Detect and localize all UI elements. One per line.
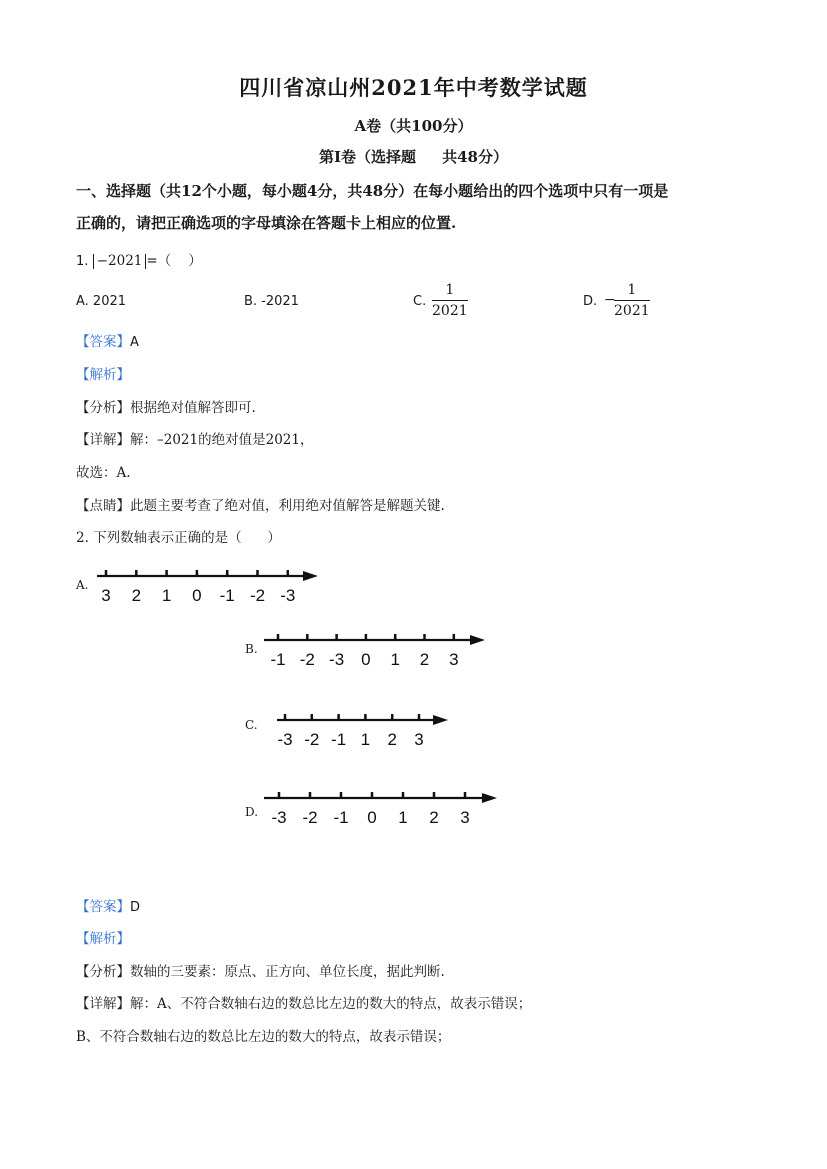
q2-option-c-tick-label: 3 (414, 730, 424, 749)
q1-answer-value: A (130, 335, 139, 350)
q1-option-d-numerator: 1 (614, 282, 650, 301)
q2-option-c-tick-label: -3 (277, 730, 293, 749)
q1-option-d-denominator: 2021 (614, 303, 650, 319)
q2-stem: 2. 下列数轴表示正确的是（ ） (76, 530, 281, 546)
q2-option-d-tick-label: -3 (271, 808, 287, 827)
q1-number: 1. (76, 254, 89, 269)
q2-xiangjie: 【详解】解：A、不符合数轴右边的数总比左边的数大的特点，故表示错误； (76, 996, 532, 1012)
q2-option-b-label: B. (245, 642, 258, 656)
q2-answer-tag: 【答案】 (76, 899, 130, 915)
q1-option-c-numerator: 1 (432, 282, 468, 301)
q2-option-d-arrow (482, 793, 497, 803)
q2-option-b-arrow (470, 635, 485, 645)
q2-option-d-tick-label: 2 (429, 808, 439, 827)
q2-option-a-tick-label: -2 (249, 586, 266, 605)
q2-option-c-label: C. (245, 718, 258, 732)
q2-option-d-tick-label: 0 (367, 808, 377, 827)
q2-option-c-tick-label: 1 (360, 730, 371, 749)
q2-option-a-tick-label: 0 (192, 586, 202, 605)
q2-option-d-axis (264, 792, 497, 827)
q2-option-a-tick-label: -3 (280, 586, 296, 605)
q1-absolute-expression: −2021 (93, 254, 147, 269)
q2-answer-value: D (130, 900, 141, 915)
q2-answer (76, 895, 140, 915)
q2-option-d-tick-label: 3 (460, 808, 470, 827)
q1-option-d-label: D. (583, 294, 598, 309)
q1-option-c-label: C. (413, 294, 427, 309)
q2-fenxi: 【分析】数轴的三要素：原点、正方向、单位长度，据此判断. (76, 964, 445, 980)
q2-option-c-arrow (433, 715, 448, 725)
paper-a-subtitle: A卷（共100分） (354, 117, 473, 135)
q2-option-c-tick-label: -2 (304, 730, 320, 749)
q2-option-a-tick-label: 3 (101, 586, 111, 605)
q2-option-b-tick-label: 2 (419, 650, 430, 669)
page-title: 四川省凉山州2021年中考数学试题 (239, 75, 588, 100)
q2-option-a-tick-label: 1 (161, 586, 172, 605)
q1-choice: 故选：A. (76, 465, 131, 481)
q2-option-b-tick-label: -3 (329, 650, 345, 669)
q2-option-d-tick-label: -1 (333, 808, 349, 827)
q2-option-b-tick-label: -2 (299, 650, 315, 669)
q2-option-a-tick-label: 2 (131, 586, 142, 605)
section-instruction-line2: 正确的，请把正确选项的字母填涂在答题卡上相应的位置. (76, 214, 457, 232)
q2-analysis-tag: 【解析】 (76, 931, 130, 947)
q1-option-c-denominator: 2021 (432, 303, 468, 319)
q1-stem-tail: =（ ） (146, 253, 202, 269)
q2-option-a-label: A. (76, 578, 89, 592)
q2-option-b-tick-label: 0 (361, 650, 371, 669)
q1-analysis-tag: 【解析】 (76, 367, 130, 383)
q1-xiangjie: 【详解】解：–2021的绝对值是2021， (76, 432, 314, 448)
q2-option-b-tick-label: -1 (270, 650, 286, 669)
q2-option-a-arrow (303, 571, 318, 581)
q1-option-b: B. -2021 (244, 294, 299, 309)
q1-option-a: A. 2021 (76, 294, 127, 309)
part-one-subtitle: 第I卷（选择题 共48分） (318, 148, 508, 166)
section-instruction-line1: 一、选择题（共12个小题，每小题4分，共48分）在每小题给出的四个选项中只有一项是 (76, 182, 669, 200)
q1-fenxi: 【分析】根据绝对值解答即可. (76, 400, 256, 416)
q2-option-c-tick-label: -1 (331, 730, 347, 749)
q2-option-c-axis (277, 714, 448, 749)
q2-option-d-tick-label: 1 (398, 808, 408, 827)
q1-dianjing: 【点睛】此题主要考查了绝对值，利用绝对值解答是解题关键. (76, 498, 445, 514)
q2-option-d-tick-label: -2 (302, 808, 318, 827)
q2-option-d-label: D. (245, 805, 259, 819)
q2-option-b-tick-label: 1 (390, 650, 400, 669)
q2-b-explanation: B、不符合数轴右边的数总比左边的数大的特点，故表示错误； (76, 1029, 451, 1045)
q2-option-a-tick-label: -1 (219, 586, 235, 605)
q2-option-b-axis (264, 634, 485, 669)
q2-option-a-axis (97, 570, 318, 605)
q2-option-b-tick-label: 3 (449, 650, 459, 669)
q1-option-d-sign: − (604, 292, 616, 308)
q2-option-c-tick-label: 2 (387, 730, 397, 749)
q1-answer-tag: 【答案】 (76, 334, 130, 350)
